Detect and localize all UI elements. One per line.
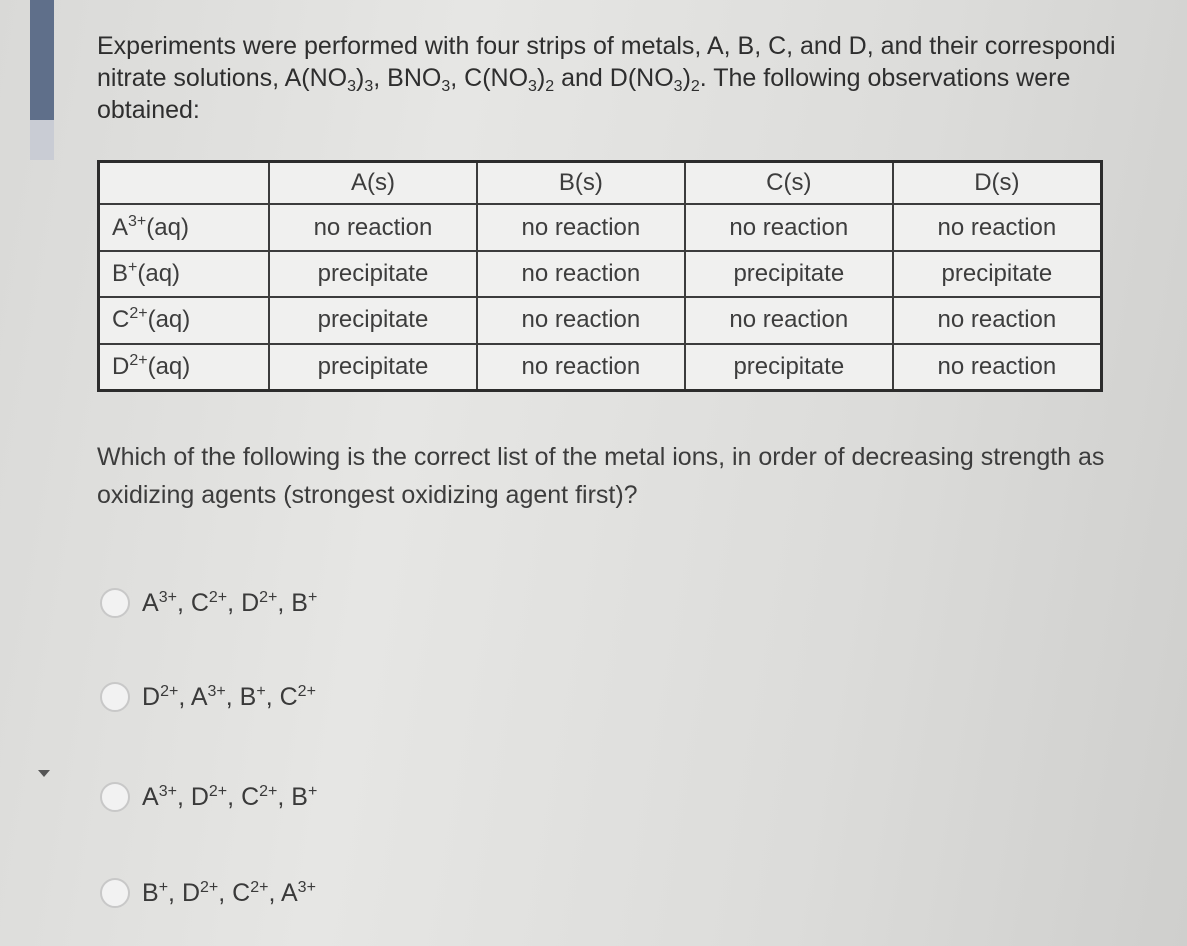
table-cell: no reaction	[269, 204, 477, 250]
ion-charge: 2+	[259, 782, 278, 800]
ion-state: (aq)	[147, 352, 191, 380]
ion-label	[99, 297, 270, 343]
table-header-cell: B(s)	[477, 162, 685, 205]
ion-charge: +	[128, 258, 138, 276]
intro-text-segment: , BNO	[373, 64, 442, 92]
ion-symbol: D	[241, 588, 260, 617]
table-header-cell: A(s)	[269, 162, 477, 205]
ion-charge: 3+	[158, 782, 177, 800]
ion-charge: 2+	[200, 878, 219, 896]
ion-state: (aq)	[137, 259, 181, 287]
ion-charge: +	[256, 682, 266, 700]
table-cell: precipitate	[685, 344, 893, 391]
ion-charge: +	[307, 588, 318, 606]
intro-text-segment: )	[682, 64, 691, 92]
table-header-cell	[99, 162, 270, 205]
table-cell: no reaction	[477, 297, 685, 343]
ion-label	[99, 344, 270, 391]
separator: ,	[227, 782, 242, 811]
radio-button[interactable]	[100, 682, 130, 712]
separator: ,	[176, 588, 191, 617]
table-cell: precipitate	[269, 344, 477, 391]
answer-option-3[interactable]	[100, 782, 317, 812]
ion-symbol: C	[112, 306, 130, 334]
table-row	[99, 344, 1102, 391]
ion-symbol: B	[291, 782, 308, 811]
intro-text-segment: . The following observations were	[699, 64, 1071, 92]
ion-symbol: B	[112, 259, 129, 287]
ion-charge: 2+	[259, 588, 278, 606]
table-cell: no reaction	[477, 204, 685, 250]
ion-symbol: B	[291, 588, 308, 617]
subscript: 3	[441, 78, 451, 95]
intro-line-2	[97, 62, 1187, 94]
separator: ,	[277, 588, 292, 617]
left-accent-bar-lower	[30, 120, 54, 160]
separator: ,	[227, 588, 242, 617]
table-cell: no reaction	[893, 344, 1102, 391]
table-header-cell: C(s)	[685, 162, 893, 205]
ion-charge: 2+	[208, 588, 228, 606]
ion-symbol: D	[190, 782, 209, 811]
ion-symbol: B	[142, 878, 159, 907]
intro-text-segment: nitrate solutions, A(NO	[97, 64, 348, 92]
ion-symbol: C	[232, 878, 251, 907]
radio-button[interactable]	[100, 878, 130, 908]
ion-symbol: D	[112, 352, 130, 380]
ion-charge: 3+	[158, 588, 177, 606]
ion-charge: +	[307, 782, 318, 800]
answer-option-2[interactable]	[100, 682, 316, 712]
table-cell: precipitate	[893, 251, 1102, 297]
observations-table	[97, 160, 1103, 392]
option-label[interactable]	[142, 589, 317, 618]
ion-symbol: A	[112, 213, 129, 241]
separator: ,	[225, 682, 240, 711]
ion-symbol: B	[239, 682, 257, 711]
separator: ,	[268, 878, 281, 907]
table-header-row	[99, 162, 1102, 205]
separator: ,	[178, 682, 191, 711]
separator: ,	[176, 782, 191, 811]
ion-symbol: A	[280, 878, 298, 907]
ion-charge: 2+	[160, 682, 179, 700]
ion-charge: 2+	[297, 682, 316, 700]
ion-symbol: A	[142, 588, 159, 617]
table-cell: no reaction	[893, 297, 1102, 343]
ion-charge: 2+	[250, 878, 269, 896]
question-line-2: oxidizing agents (strongest oxidizing agent first)?	[97, 481, 638, 509]
ion-charge: 2+	[129, 351, 148, 369]
subscript: 3	[528, 78, 537, 95]
question-line-1: Which of the following is the correct list of the metal ions, in order of decreasing strength as	[97, 443, 1105, 471]
ion-charge: 3+	[207, 682, 226, 700]
table-cell: no reaction	[477, 344, 685, 391]
intro-text-segment: and D(NO	[554, 64, 674, 92]
ion-symbol: A	[190, 682, 208, 711]
ion-charge: 3+	[128, 212, 147, 230]
table-cell: no reaction	[893, 204, 1102, 250]
table-row	[99, 297, 1102, 343]
option-label[interactable]	[142, 783, 317, 812]
ion-label	[99, 204, 270, 250]
option-label[interactable]	[142, 879, 316, 908]
intro-line-1: Experiments were performed with four strips of metals, A, B, C, and D, and their correspondi	[97, 32, 1116, 60]
ion-state: (aq)	[147, 306, 191, 334]
separator: ,	[168, 878, 182, 907]
ion-charge: +	[158, 878, 169, 896]
answer-option-4[interactable]	[100, 878, 316, 908]
table-cell: precipitate	[269, 297, 477, 343]
table-cell: no reaction	[477, 251, 685, 297]
table-cell: no reaction	[685, 297, 893, 343]
separator: ,	[277, 782, 292, 811]
table-cell: precipitate	[269, 251, 477, 297]
table-cell: no reaction	[685, 204, 893, 250]
ion-charge: 3+	[297, 878, 316, 896]
left-accent-bar	[30, 0, 54, 120]
ion-symbol: C	[190, 588, 209, 617]
subscript: 3	[347, 78, 357, 95]
subscript: 2	[690, 78, 700, 95]
answer-option-1[interactable]	[100, 588, 317, 618]
ion-symbol: D	[142, 682, 161, 711]
ion-symbol: D	[181, 878, 200, 907]
question-text	[97, 438, 1187, 514]
subscript: 2	[545, 78, 555, 95]
ion-symbol: C	[241, 782, 260, 811]
caret-down-icon	[38, 770, 50, 777]
intro-text-segment: , C(NO	[450, 64, 529, 92]
intro-line-3: obtained:	[97, 96, 200, 124]
table-row	[99, 204, 1102, 250]
separator: ,	[265, 682, 280, 711]
intro-text-segment: )	[536, 64, 546, 92]
ion-symbol: A	[142, 782, 159, 811]
ion-charge: 2+	[208, 782, 228, 800]
radio-button[interactable]	[100, 782, 130, 812]
table-header-cell: D(s)	[893, 162, 1102, 205]
intro-text-segment: )	[356, 64, 365, 92]
ion-charge: 2+	[129, 305, 148, 323]
table-cell: precipitate	[685, 251, 893, 297]
radio-button[interactable]	[100, 588, 130, 618]
ion-label	[99, 251, 270, 297]
table-row	[99, 251, 1102, 297]
separator: ,	[218, 878, 233, 907]
subscript: 3	[673, 78, 683, 95]
subscript: 3	[364, 78, 374, 95]
intro-text	[97, 30, 1187, 126]
ion-state: (aq)	[146, 213, 189, 241]
option-label[interactable]	[142, 683, 316, 712]
ion-symbol: C	[279, 682, 298, 711]
